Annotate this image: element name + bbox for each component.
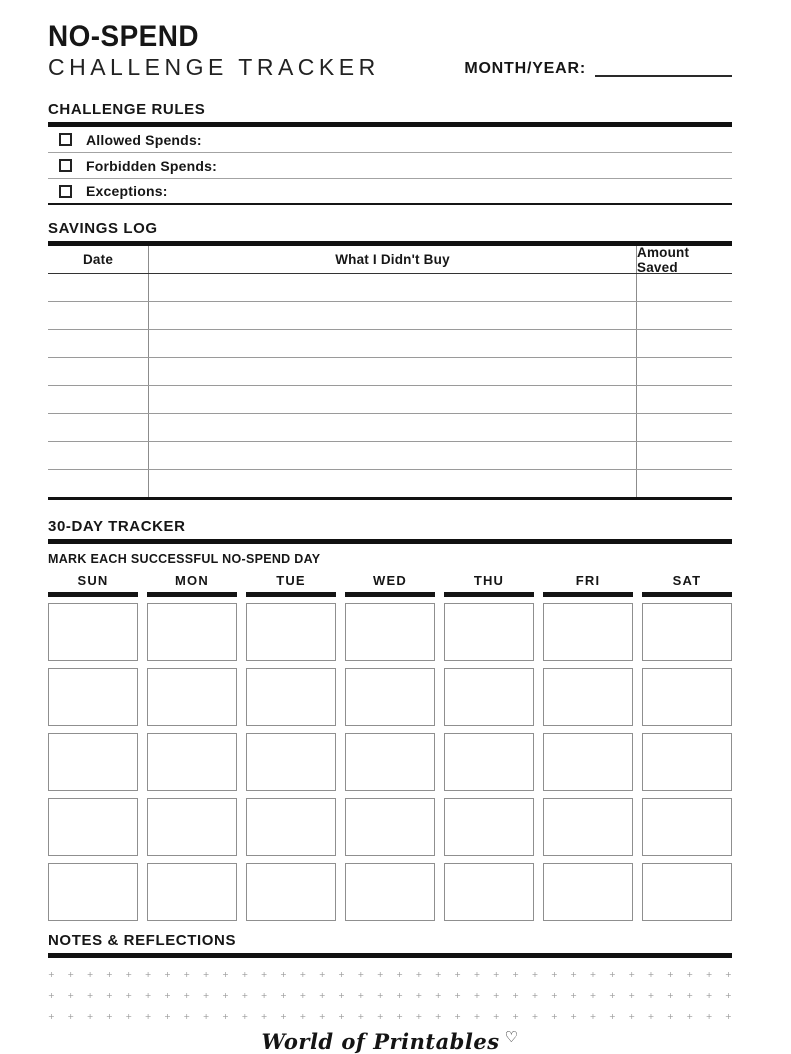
no-spend-day-box[interactable]: [444, 733, 534, 791]
no-spend-day-box[interactable]: [48, 798, 138, 856]
dot: +: [628, 1011, 636, 1021]
no-spend-day-box[interactable]: [246, 863, 336, 921]
dot: +: [48, 990, 55, 1000]
savings-cell-item[interactable]: [148, 302, 637, 329]
no-spend-day-box[interactable]: [345, 863, 435, 921]
dot-grid-row: [48, 985, 732, 1006]
dot: +: [434, 969, 442, 979]
forbidden-spends-checkbox[interactable]: [59, 159, 72, 172]
exceptions-label: Exceptions:: [86, 183, 168, 200]
allowed-spends-checkbox[interactable]: [59, 133, 72, 146]
dot: +: [357, 1011, 365, 1021]
savings-cell-date[interactable]: [48, 414, 148, 441]
dot: +: [492, 990, 500, 1000]
savings-cell-amount[interactable]: [637, 470, 732, 497]
dot: +: [106, 990, 113, 1000]
dot: +: [454, 1011, 461, 1021]
dot: +: [570, 1011, 577, 1021]
dot: +: [183, 990, 191, 1000]
notes-heading: NOTES & REFLECTIONS: [48, 932, 237, 950]
no-spend-day-box[interactable]: [345, 733, 435, 791]
no-spend-day-box[interactable]: [147, 603, 237, 661]
no-spend-day-box[interactable]: [48, 603, 138, 661]
dot: +: [357, 990, 365, 1000]
dot: +: [338, 990, 345, 1000]
dot: +: [492, 1011, 500, 1021]
dot: +: [589, 969, 597, 979]
dot: +: [86, 990, 94, 1000]
exceptions-checkbox[interactable]: [59, 185, 72, 198]
savings-cell-amount[interactable]: [637, 414, 732, 441]
no-spend-day-box[interactable]: [147, 733, 237, 791]
dot: +: [357, 969, 365, 979]
dot: +: [512, 990, 519, 1000]
dot: +: [608, 990, 616, 1000]
day-header-tue: [246, 573, 336, 597]
day-label: SAT: [672, 573, 702, 589]
savings-cell-amount[interactable]: [637, 442, 732, 469]
tracker-subtitle: MARK EACH SUCCESSFUL NO-SPEND DAY: [48, 552, 321, 567]
dot: +: [125, 1011, 133, 1021]
day-label: SUN: [77, 573, 109, 589]
savings-row: [48, 442, 732, 470]
savings-row: [48, 358, 732, 386]
dot: +: [144, 1011, 152, 1021]
dot: +: [280, 969, 287, 979]
month-year-input-line[interactable]: [595, 74, 732, 77]
savings-table-header-row: [48, 246, 732, 274]
no-spend-day-box[interactable]: [246, 603, 336, 661]
dot: +: [705, 1011, 713, 1021]
savings-cell-item[interactable]: [148, 470, 637, 497]
month-year-label: MONTH/YEAR:: [464, 60, 586, 78]
dot: +: [570, 990, 577, 1000]
dot: +: [686, 990, 694, 1000]
dot: +: [608, 969, 616, 979]
savings-cell-amount[interactable]: [637, 274, 732, 301]
page-title-line1: NO-SPEND: [48, 20, 199, 53]
dot: +: [299, 969, 307, 979]
dot: +: [260, 1011, 268, 1021]
exceptions-input-line[interactable]: [182, 179, 732, 203]
no-spend-day-box[interactable]: [345, 668, 435, 726]
savings-cell-item[interactable]: [148, 358, 637, 385]
rule-row-forbidden-spends: [48, 153, 732, 179]
savings-cell-date[interactable]: [48, 470, 148, 497]
dot: +: [106, 969, 113, 979]
dot: +: [434, 990, 442, 1000]
dot: +: [667, 990, 674, 1000]
no-spend-day-box[interactable]: [543, 603, 633, 661]
tracker-grid: [48, 603, 732, 921]
allowed-spends-label: Allowed Spends:: [86, 131, 202, 148]
no-spend-day-box[interactable]: [444, 668, 534, 726]
no-spend-day-box[interactable]: [642, 603, 732, 661]
tracker-section: [48, 518, 732, 921]
dot: +: [376, 1011, 384, 1021]
dot: +: [473, 969, 481, 979]
savings-cell-item[interactable]: [148, 330, 637, 357]
dot: +: [647, 1011, 655, 1021]
day-header-row: [48, 573, 732, 597]
savings-cell-amount[interactable]: [637, 358, 732, 385]
dot: +: [376, 969, 384, 979]
dot: +: [164, 990, 171, 1000]
dot: +: [222, 969, 229, 979]
savings-row: [48, 470, 732, 497]
day-header-sat: [642, 573, 732, 597]
dot: +: [299, 990, 307, 1000]
dot: +: [318, 1011, 326, 1021]
no-spend-day-box[interactable]: [147, 863, 237, 921]
savings-cell-amount[interactable]: [637, 302, 732, 329]
dot: +: [86, 1011, 94, 1021]
dot: +: [48, 1011, 55, 1021]
day-header-thu: [444, 573, 534, 597]
dot: +: [725, 969, 732, 979]
month-year-field: [464, 61, 732, 80]
dot: +: [299, 1011, 307, 1021]
challenge-rules-heading: CHALLENGE RULES: [48, 101, 206, 119]
dot-grid-row: [48, 964, 732, 985]
no-spend-day-box[interactable]: [48, 863, 138, 921]
dot: +: [280, 1011, 287, 1021]
day-underline: [147, 592, 237, 597]
no-spend-day-box[interactable]: [345, 603, 435, 661]
savings-cell-date[interactable]: [48, 386, 148, 413]
dot: +: [241, 1011, 249, 1021]
savings-cell-amount[interactable]: [637, 386, 732, 413]
savings-log-heading: SAVINGS LOG: [48, 220, 158, 238]
dot: +: [686, 969, 694, 979]
dot: +: [647, 990, 655, 1000]
dot: +: [667, 1011, 674, 1021]
allowed-spends-input-line[interactable]: [216, 127, 732, 152]
dot: +: [338, 1011, 345, 1021]
no-spend-day-box[interactable]: [147, 798, 237, 856]
brand-logo: [262, 1029, 519, 1054]
day-header-sun: [48, 573, 138, 597]
dot: +: [202, 969, 210, 979]
day-underline: [642, 592, 732, 597]
dot-grid-row: [48, 1006, 732, 1027]
dot: +: [454, 990, 461, 1000]
brand-name: World of Printables: [261, 1029, 500, 1054]
savings-row: [48, 330, 732, 358]
no-spend-day-box[interactable]: [444, 603, 534, 661]
day-underline: [543, 592, 633, 597]
dot: +: [512, 969, 519, 979]
dot: +: [202, 990, 210, 1000]
no-spend-day-box[interactable]: [642, 668, 732, 726]
tracker-heading: 30-DAY TRACKER: [48, 518, 186, 536]
no-spend-day-box[interactable]: [444, 863, 534, 921]
dot: +: [454, 969, 461, 979]
no-spend-day-box[interactable]: [642, 863, 732, 921]
rule-row-allowed-spends: [48, 127, 732, 153]
day-header-wed: [345, 573, 435, 597]
savings-table-body: [48, 274, 732, 497]
dot: +: [608, 1011, 616, 1021]
savings-cell-amount[interactable]: [637, 330, 732, 357]
dot: +: [550, 1011, 558, 1021]
page-title: [48, 22, 380, 80]
savings-cell-item[interactable]: [148, 274, 637, 301]
dot: +: [67, 969, 75, 979]
dot: +: [628, 990, 636, 1000]
dot: +: [318, 969, 326, 979]
dot: +: [67, 990, 75, 1000]
dot: +: [144, 990, 152, 1000]
day-label: FRI: [575, 573, 601, 589]
forbidden-spends-input-line[interactable]: [231, 153, 732, 178]
day-label: THU: [473, 573, 505, 589]
savings-table: [48, 246, 732, 500]
dot: +: [222, 990, 229, 1000]
day-label: WED: [373, 573, 407, 589]
page-title-line2: CHALLENGE TRACKER: [48, 54, 380, 80]
notes-section: [48, 932, 732, 1027]
footer: [48, 1029, 732, 1054]
dot: +: [48, 969, 55, 979]
dot: +: [260, 969, 268, 979]
dot: +: [492, 969, 500, 979]
no-spend-day-box[interactable]: [444, 798, 534, 856]
dot: +: [125, 990, 133, 1000]
dot: +: [318, 990, 326, 1000]
dot: +: [183, 1011, 191, 1021]
dot: +: [415, 1011, 423, 1021]
dot: +: [434, 1011, 442, 1021]
dot: +: [725, 990, 732, 1000]
heart-icon: ♡: [504, 1028, 519, 1047]
dot: +: [106, 1011, 113, 1021]
no-spend-day-box[interactable]: [543, 733, 633, 791]
dot: +: [280, 990, 287, 1000]
dot: +: [531, 969, 539, 979]
dot: +: [67, 1011, 75, 1021]
savings-cell-date[interactable]: [48, 330, 148, 357]
savings-row: [48, 414, 732, 442]
dot: +: [183, 969, 191, 979]
dot: +: [686, 1011, 694, 1021]
day-underline: [444, 592, 534, 597]
savings-cell-date[interactable]: [48, 302, 148, 329]
dot: +: [164, 1011, 171, 1021]
dot: +: [415, 990, 423, 1000]
dot: +: [705, 969, 713, 979]
no-spend-day-box[interactable]: [642, 733, 732, 791]
no-spend-day-box[interactable]: [246, 733, 336, 791]
no-spend-day-box[interactable]: [543, 863, 633, 921]
dot: +: [376, 990, 384, 1000]
forbidden-spends-label: Forbidden Spends:: [86, 157, 217, 174]
savings-row: [48, 274, 732, 302]
dot: +: [415, 969, 423, 979]
dot: +: [473, 1011, 481, 1021]
rule-row-exceptions: [48, 179, 732, 205]
dot: +: [550, 990, 558, 1000]
no-spend-day-box[interactable]: [147, 668, 237, 726]
dot: +: [241, 990, 249, 1000]
dot: +: [570, 969, 577, 979]
dot: +: [396, 969, 403, 979]
dot: +: [241, 969, 249, 979]
savings-cell-item[interactable]: [148, 386, 637, 413]
column-header-item: What I Didn't Buy: [148, 246, 637, 273]
dot: +: [628, 969, 636, 979]
savings-cell-item[interactable]: [148, 442, 637, 469]
notes-write-area[interactable]: [48, 958, 732, 1027]
dot: +: [550, 969, 558, 979]
day-header-mon: [147, 573, 237, 597]
day-underline: [48, 592, 138, 597]
dot: +: [144, 969, 152, 979]
day-label: TUE: [276, 573, 306, 589]
day-underline: [345, 592, 435, 597]
savings-cell-date[interactable]: [48, 442, 148, 469]
dot: +: [260, 990, 268, 1000]
no-spend-day-box[interactable]: [246, 668, 336, 726]
savings-row: [48, 302, 732, 330]
dot: +: [667, 969, 674, 979]
dot: +: [705, 990, 713, 1000]
no-spend-day-box[interactable]: [246, 798, 336, 856]
no-spend-day-box[interactable]: [543, 668, 633, 726]
no-spend-day-box[interactable]: [48, 668, 138, 726]
savings-log-section: [48, 220, 732, 500]
dot: +: [396, 990, 403, 1000]
dot: +: [531, 1011, 539, 1021]
no-spend-day-box[interactable]: [345, 798, 435, 856]
dot: +: [473, 990, 481, 1000]
dot: +: [725, 1011, 732, 1021]
challenge-rules-section: [48, 101, 732, 205]
dot: +: [338, 969, 345, 979]
dot: +: [531, 990, 539, 1000]
header: [48, 22, 732, 80]
dot: +: [222, 1011, 229, 1021]
savings-cell-date[interactable]: [48, 274, 148, 301]
dot: +: [164, 969, 171, 979]
day-label: MON: [175, 573, 209, 589]
dot: +: [125, 969, 133, 979]
no-spend-day-box[interactable]: [642, 798, 732, 856]
dot: +: [396, 1011, 403, 1021]
savings-cell-item[interactable]: [148, 414, 637, 441]
day-underline: [246, 592, 336, 597]
dot: +: [86, 969, 94, 979]
no-spend-day-box[interactable]: [543, 798, 633, 856]
savings-row: [48, 386, 732, 414]
column-header-date: Date: [82, 252, 114, 268]
dot: +: [202, 1011, 210, 1021]
dot: +: [647, 969, 655, 979]
section-divider: [48, 539, 732, 544]
column-header-amount: Amount Saved: [637, 244, 690, 275]
no-spend-day-box[interactable]: [48, 733, 138, 791]
day-header-fri: [543, 573, 633, 597]
dot: +: [589, 990, 597, 1000]
dot: +: [589, 1011, 597, 1021]
savings-cell-date[interactable]: [48, 358, 148, 385]
dot: +: [512, 1011, 519, 1021]
